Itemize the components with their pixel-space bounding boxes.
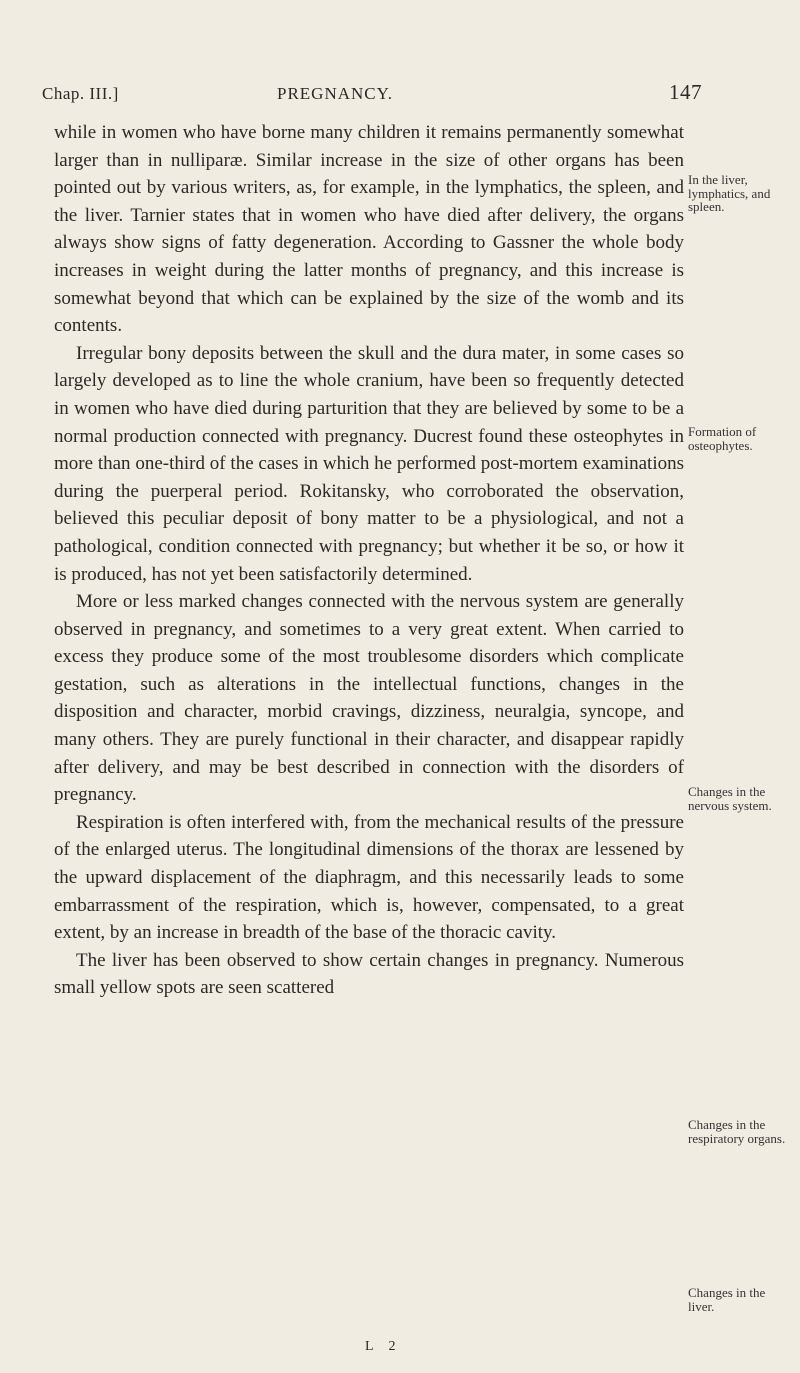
margin-note-liver: Changes in the liver. <box>688 1285 766 1314</box>
margin-note-nervous-system: Changes in the nervous system. <box>688 784 772 813</box>
paragraph-4: Respiration is often interfered with, from the mechanical results of the pressure of the enlarged uterus. The longitudinal dimensions of the thorax are lessened by the upward displacement of the diaphragm, and this necessarily leads to some embarrassment of the respiration, which is, however, compensated, to a great extent, by an increase in breadth of the base of the thoracic cavity. <box>54 811 684 944</box>
paragraph-1: while in women who have borne many children it remains permanently somewhat larger than in nulliparæ. Similar increase in the size of other organs has been pointed out by various writers, as, for example, in the lymphatics, the spleen, and the liver. Tarnier states that in women who have died after delivery, the organs always show signs of fatty degeneration. According to Gassner the whole body increases in weight during the latter months of pregnancy, and this increase is somewhat beyond that which can be explained by the size of the womb and its contents. <box>54 122 684 337</box>
margin-note-osteophytes: Formation of osteophytes. <box>688 424 757 453</box>
running-head <box>42 80 702 114</box>
body-text <box>54 119 684 1002</box>
page-number: 147 <box>669 80 702 104</box>
chapter-label: Chap. III.] <box>42 84 119 103</box>
running-title: PREGNANCY. <box>277 84 393 103</box>
signature-mark: L 2 <box>365 1339 402 1354</box>
paragraph-5: The liver has been observed to show certain changes in pregnancy. Numerous small yellow spots are seen scattered <box>54 949 684 999</box>
margin-note-respiratory-organs: Changes in the respiratory organs. <box>688 1117 786 1146</box>
margin-note-liver-lymphatics-spleen: In the liver, lymphatics, and spleen. <box>688 172 771 214</box>
paragraph-3: More or less marked changes connected with the nervous system are generally observed in pregnancy, and sometimes to a very great extent. When carried to excess they produce some of the most troublesome disorders which complicate gestation, such as alterations in the intellectual functions, changes in the disposition and character, morbid cravings, dizziness, neuralgia, syncope, and many others. They are purely functional in their character, and disappear rapidly after delivery, and may be best described in connection with the disorders of pregnancy. <box>54 591 684 806</box>
paragraph-2: Irregular bony deposits between the skull and the dura mater, in some cases so largely developed as to line the whole cranium, have been so frequently detected in women who have died during parturition that they are believed by some to be a normal production connected with pregnancy. Ducrest found these osteophytes in more than one-third of the cases in which he performed post-mortem examinations during the puerperal period. Rokitansky, who corroborated the observation, believed this peculiar deposit of bony matter to be a physiological, and not a pathological, condition connected with pregnancy; but whether it be so, or how it is produced, has not yet been satisfactorily determined. <box>54 342 684 585</box>
